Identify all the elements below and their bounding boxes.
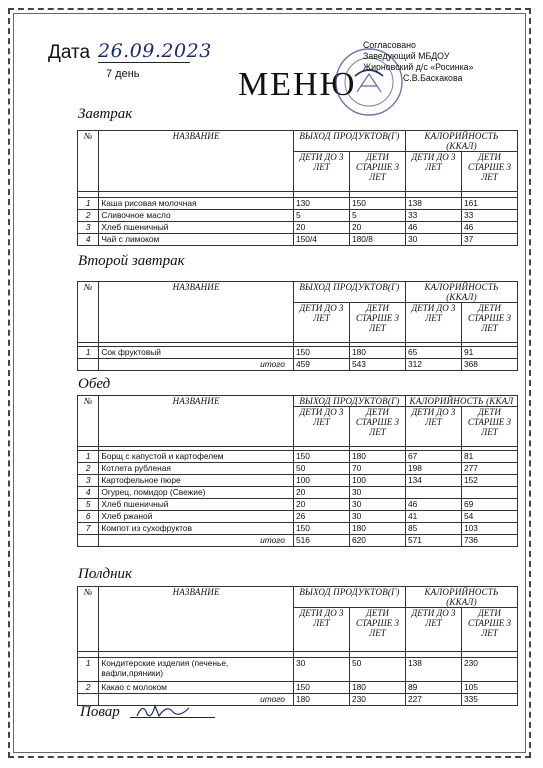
header-output: ВЫХОД ПРОДУКТОВ(Г) [293,587,405,608]
header-young: ДЕТИ ДО 3 ЛЕТ [405,608,461,652]
table-row: 1 Сок фруктовый 150 180 65 91 [78,347,518,359]
table-row: 1 Каша рисовая молочная 130 150 138 161 [78,198,518,210]
header-output: ВЫХОД ПРОДУКТОВ(Г) [293,282,405,303]
section-title-lunch: Обед [78,376,111,392]
header-num: № [78,396,99,447]
header-name: НАЗВАНИЕ [99,131,294,192]
table-row: 3 Картофельное пюре 100 100 134 152 [78,475,518,487]
approval-line: Согласовано [363,40,416,50]
table-row: 6 Хлеб ржаной 26 30 41 54 [78,511,518,523]
header-name: НАЗВАНИЕ [99,282,294,343]
header-young: ДЕТИ ДО 3 ЛЕТ [293,407,349,447]
table-row: 2 Какао с молоком 150 180 89 105 [78,682,518,694]
header-output: ВЫХОД ПРОДУКТОВ(Г) [293,131,405,152]
approval-block [363,40,473,84]
date-value: 26.09.2023 [98,40,212,62]
table-row: 2 Сливочное масло 5 5 33 33 [78,210,518,222]
header-num: № [78,131,99,192]
section-title-second-breakfast: Второй завтрак [78,253,185,269]
day-number: 7 день [106,68,140,80]
table-row: 1 Кондитерские изделия (печенье, вафли,пряники) 30 50 138 230 [78,658,518,682]
header-young: ДЕТИ ДО 3 ЛЕТ [405,152,461,192]
header-output: ВЫХОД ПРОДУКТОВ(Г) [293,396,405,407]
header-calories: КАЛОРИЙНОСТЬ (ККАЛ [405,396,517,407]
table-row: 5 Хлеб пшеничный 20 30 46 69 [78,499,518,511]
table-total-row: итого 180 230 227 335 [78,694,518,706]
snack-table [77,586,518,706]
table-row: 4 Огурец, помидор (Свежие) 20 30 [78,487,518,499]
approval-line: Жирновский д/с «Росинка» [363,62,474,72]
table-total-row: итого 516 620 571 736 [78,535,518,547]
section-title-snack: Полдник [78,566,133,582]
header-calories: КАЛОРИЙНОСТЬ (ККАЛ) [405,587,517,608]
header-old: ДЕТИ СТАРШЕ 3 ЛЕТ [461,303,517,343]
approval-line: С.В.Баскакова [403,73,463,83]
date-label: Дата [48,42,91,63]
table-row: 3 Хлеб пшеничный 20 20 46 46 [78,222,518,234]
cook-label: Повар [80,704,120,720]
header-young: ДЕТИ ДО 3 ЛЕТ [405,407,461,447]
second-breakfast-table [77,281,518,371]
header-old: ДЕТИ СТАРШЕ 3 ЛЕТ [461,608,517,652]
header-old: ДЕТИ СТАРШЕ 3 ЛЕТ [349,152,405,192]
header-old: ДЕТИ СТАРШЕ 3 ЛЕТ [461,152,517,192]
header-name: НАЗВАНИЕ [99,396,294,447]
header-old: ДЕТИ СТАРШЕ 3 ЛЕТ [349,407,405,447]
table-row: 7 Компот из сухофруктов 150 180 85 103 [78,523,518,535]
header-old: ДЕТИ СТАРШЕ 3 ЛЕТ [461,407,517,447]
page-title: МЕНЮ [238,66,357,103]
approval-line: Заведующий МБДОУ [363,51,450,61]
header-old: ДЕТИ СТАРШЕ 3 ЛЕТ [349,303,405,343]
header-old: ДЕТИ СТАРШЕ 3 ЛЕТ [349,608,405,652]
header-name: НАЗВАНИЕ [99,587,294,652]
section-title-breakfast: Завтрак [78,106,133,122]
signature-icon [133,698,193,722]
header-calories: КАЛОРИЙНОСТЬ (ККАЛ) [405,131,517,152]
table-total-row: итого 459 543 312 368 [78,359,518,371]
lunch-table [77,395,518,547]
breakfast-table [77,130,518,246]
header-young: ДЕТИ ДО 3 ЛЕТ [293,303,349,343]
header-young: ДЕТИ ДО 3 ЛЕТ [293,152,349,192]
table-row: 2 Котлета рубленая 50 70 198 277 [78,463,518,475]
table-row: 1 Борщ с капустой и картофелем 150 180 67 81 [78,451,518,463]
header-num: № [78,587,99,652]
table-row: 4 Чай с лимоком 150/4 180/8 30 37 [78,234,518,246]
header-young: ДЕТИ ДО 3 ЛЕТ [293,608,349,652]
header-young: ДЕТИ ДО 3 ЛЕТ [405,303,461,343]
header-calories: КАЛОРИЙНОСТЬ (ККАЛ) [405,282,517,303]
header-num: № [78,282,99,343]
